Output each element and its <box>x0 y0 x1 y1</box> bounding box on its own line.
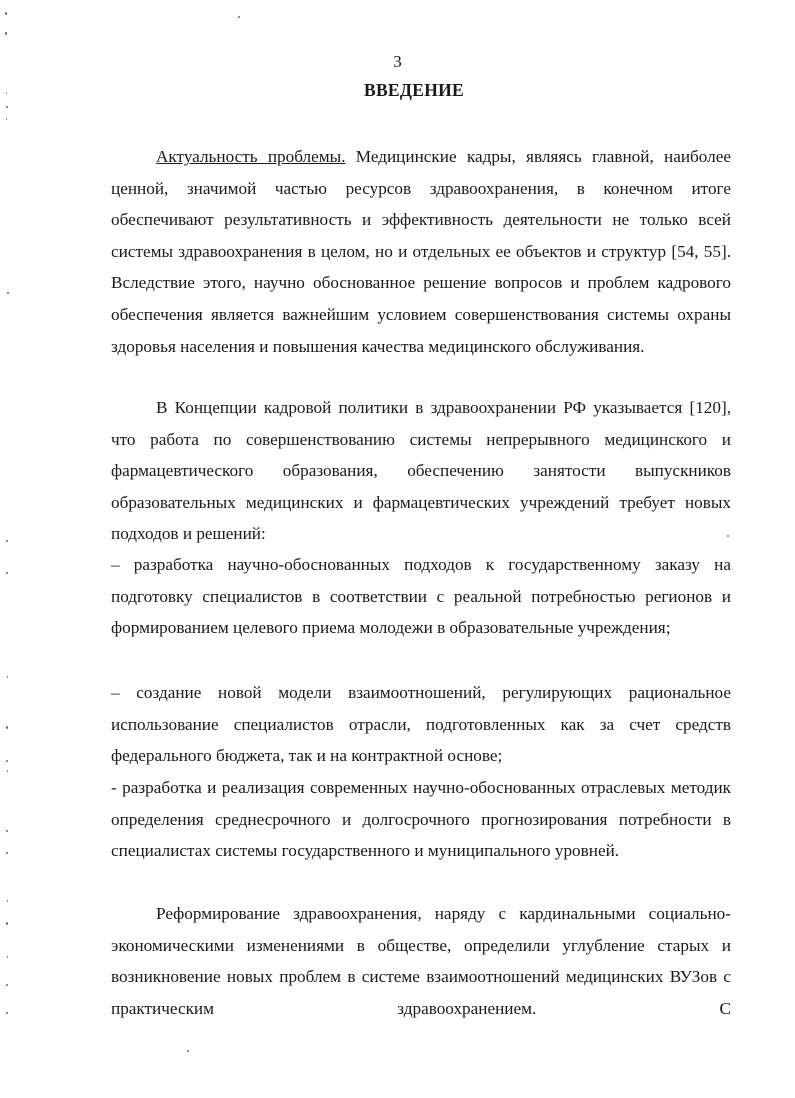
scan-speck <box>7 900 8 902</box>
scan-speck <box>6 92 7 94</box>
scan-speck <box>6 572 8 574</box>
scan-speck <box>7 676 8 678</box>
paragraph-concept: В Концепции кадровой политики в здравоохранении РФ указывается [120], что работа по совершенствованию системы непрерывного медицинского и фармацевтического образования, обеспечению занятости выпускников образовательных медицинских и фармацевтических учреждений требует новых подходов и решений: <box>111 398 731 544</box>
relevance-text: Медицинские кадры, являясь главной, наиболее ценной, значимой частью ресурсов здравоохранения, в конечном итоге обеспечивают результативность и эффективность деятельности не только всей системы здравоохранения в целом, но и отдельных ее объектов и структур [54, 55]. Вследствие этого, научно обоснованное решение вопросов и проблем кадрового обеспечения является важнейшим условием совершенствования системы охраны здоровья населения и повышения качества медицинского обслуживания. <box>111 147 731 356</box>
scan-speck <box>6 922 8 925</box>
paragraph-relevance <box>111 141 731 362</box>
page-number: 3 <box>393 52 402 71</box>
scan-speck <box>187 1050 189 1052</box>
scan-speck <box>5 12 7 15</box>
scan-speck <box>6 760 8 762</box>
scan-speck <box>7 770 8 772</box>
scan-speck <box>6 118 7 120</box>
scan-speck <box>727 535 729 537</box>
scan-speck <box>7 292 9 294</box>
scan-speck <box>7 956 8 958</box>
scan-speck <box>238 16 240 18</box>
scan-speck <box>5 32 7 35</box>
scan-speck <box>6 852 8 854</box>
relevance-label: Актуальность проблемы. <box>156 147 346 166</box>
list-item-1: – разработка научно-обоснованных подходов к государственному заказу на подготовку специалистов в соответствии с реальной потребностью регионов и формированием целевого приема молодежи в образовательные учреждения; <box>111 555 731 638</box>
list-item-3: - разработка и реализация современных научно-обоснованных отраслевых методик определения среднесрочного и долгосрочного прогнозирования потребности в специалистах системы государственного и муниципального уровней. <box>111 778 731 861</box>
scan-speck <box>6 726 8 729</box>
list-item-2: – создание новой модели взаимоотношений, регулирующих рациональное использование специалистов отрасли, подготовленных как за счет средств федерального бюджета, так и на контрактной основе; <box>111 683 731 766</box>
scan-speck <box>6 540 8 542</box>
scan-speck <box>6 830 8 832</box>
scan-speck <box>6 106 8 108</box>
page-title: ВВЕДЕНИЕ <box>363 80 465 100</box>
scan-speck <box>6 1012 8 1014</box>
paragraph-reform: Реформирование здравоохранения, наряду с кардинальными социально-экономическими изменениями в обществе, определили углубление старых и возникновение новых проблем в системе взаимоотношений медицинских ВУЗов с практическим здравоохранением. С <box>111 904 731 1018</box>
scan-speck <box>6 984 8 986</box>
